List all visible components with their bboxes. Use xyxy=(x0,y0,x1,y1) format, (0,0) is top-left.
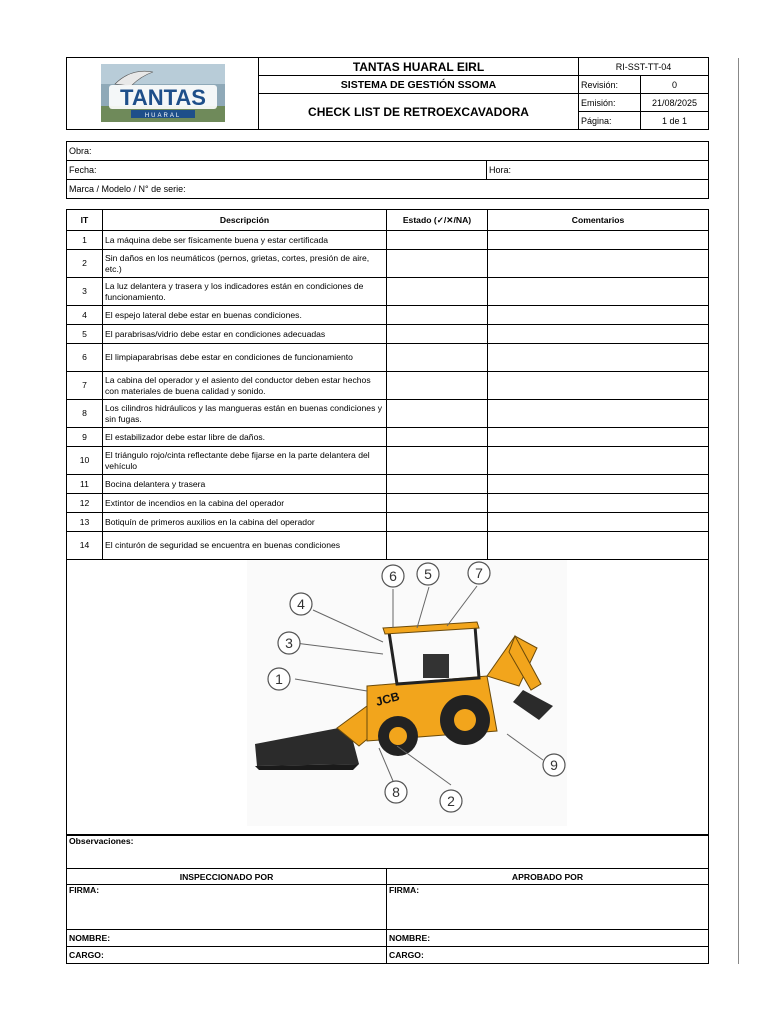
item-number: 5 xyxy=(67,325,103,344)
item-number: 13 xyxy=(67,513,103,532)
callout-number: 9 xyxy=(550,757,558,773)
item-comentarios-cell[interactable] xyxy=(488,344,709,372)
revision-label: Revisión: xyxy=(579,76,641,94)
item-comentarios-cell[interactable] xyxy=(488,231,709,250)
callout-number: 4 xyxy=(297,596,305,612)
callout-number: 6 xyxy=(389,568,397,584)
callout-8 xyxy=(385,781,407,803)
checklist-row xyxy=(67,278,709,306)
pagina-value: 1 de 1 xyxy=(641,112,709,130)
item-estado-cell[interactable] xyxy=(387,372,488,400)
item-comentarios-cell[interactable] xyxy=(488,372,709,400)
checklist-row xyxy=(67,231,709,250)
item-estado-cell[interactable] xyxy=(387,344,488,372)
item-number: 1 xyxy=(67,231,103,250)
checklist-body xyxy=(67,231,709,560)
callout-9 xyxy=(543,754,565,776)
hora-field[interactable]: Hora: xyxy=(487,161,709,180)
checklist-row xyxy=(67,306,709,325)
aprobado-header: APROBADO POR xyxy=(387,869,709,885)
pagina-label: Página: xyxy=(579,112,641,130)
item-comentarios-cell[interactable] xyxy=(488,306,709,325)
callout-4 xyxy=(290,593,312,615)
item-description: El cinturón de seguridad se encuentra en buenas condiciones xyxy=(103,532,387,560)
item-number: 10 xyxy=(67,447,103,475)
item-estado-cell[interactable] xyxy=(387,447,488,475)
item-number: 9 xyxy=(67,428,103,447)
marca-modelo-serie-field[interactable]: Marca / Modelo / N° de serie: xyxy=(67,180,709,199)
emision-value: 21/08/2025 xyxy=(641,94,709,112)
checklist-row xyxy=(67,250,709,278)
brand-label: JCB xyxy=(374,689,401,709)
cargo-aprobador-field[interactable]: CARGO: xyxy=(387,947,709,964)
item-comentarios-cell[interactable] xyxy=(488,513,709,532)
obra-field[interactable]: Obra: xyxy=(67,142,709,161)
callout-3 xyxy=(278,632,300,654)
firma-aprobador-field[interactable]: FIRMA: xyxy=(387,885,709,930)
inspeccionado-header: INSPECCIONADO POR xyxy=(67,869,387,885)
item-estado-cell[interactable] xyxy=(387,250,488,278)
item-description: La luz delantera y trasera y los indicadores están en condiciones de funcionamiento. xyxy=(103,278,387,306)
col-header-it: IT xyxy=(67,210,103,231)
callout-1 xyxy=(268,668,290,690)
firma-inspector-field[interactable]: FIRMA: xyxy=(67,885,387,930)
item-estado-cell[interactable] xyxy=(387,494,488,513)
document-title: CHECK LIST DE RETROEXCAVADORA xyxy=(259,94,579,130)
company-logo xyxy=(101,64,225,122)
nombre-inspector-field[interactable]: NOMBRE: xyxy=(67,930,387,947)
callout-number: 7 xyxy=(475,565,483,581)
logo-text: TANTAS xyxy=(119,84,206,110)
item-number: 7 xyxy=(67,372,103,400)
item-description: Sin daños en los neumáticos (pernos, grietas, cortes, presión de aire, etc.) xyxy=(103,250,387,278)
item-comentarios-cell[interactable] xyxy=(488,475,709,494)
item-description: Bocina delantera y trasera xyxy=(103,475,387,494)
item-description: El parabrisas/vidrio debe estar en condiciones adecuadas xyxy=(103,325,387,344)
item-description: El estabilizador debe estar libre de daños. xyxy=(103,428,387,447)
logo-cell xyxy=(67,58,259,130)
signature-table xyxy=(66,835,709,964)
company-name: TANTAS HUARAL EIRL xyxy=(259,58,579,76)
item-comentarios-cell[interactable] xyxy=(488,494,709,513)
item-description: Extintor de incendios en la cabina del operador xyxy=(103,494,387,513)
col-header-comentarios: Comentarios xyxy=(488,210,709,231)
callout-7 xyxy=(468,562,490,584)
callout-number: 2 xyxy=(447,793,455,809)
item-comentarios-cell[interactable] xyxy=(488,447,709,475)
cargo-inspector-field[interactable]: CARGO: xyxy=(67,947,387,964)
checklist-row xyxy=(67,475,709,494)
item-comentarios-cell[interactable] xyxy=(488,428,709,447)
item-estado-cell[interactable] xyxy=(387,306,488,325)
page-edge-line xyxy=(738,58,739,964)
item-comentarios-cell[interactable] xyxy=(488,325,709,344)
item-number: 14 xyxy=(67,532,103,560)
item-number: 3 xyxy=(67,278,103,306)
revision-value: 0 xyxy=(641,76,709,94)
callout-number: 8 xyxy=(392,784,400,800)
emision-label: Emisión: xyxy=(579,94,641,112)
logo-subtext: HUARAL xyxy=(144,112,181,119)
col-header-descripcion: Descripción xyxy=(103,210,387,231)
item-description: Los cilindros hidráulicos y las mangueras están en buenas condiciones y sin fugas. xyxy=(103,400,387,428)
item-number: 11 xyxy=(67,475,103,494)
header-table xyxy=(66,57,709,130)
checklist-row xyxy=(67,400,709,428)
item-number: 2 xyxy=(67,250,103,278)
callout-2 xyxy=(440,790,462,812)
item-comentarios-cell[interactable] xyxy=(488,250,709,278)
callout-number: 5 xyxy=(424,566,432,582)
item-estado-cell[interactable] xyxy=(387,428,488,447)
callout-number: 3 xyxy=(285,635,293,651)
item-estado-cell[interactable] xyxy=(387,475,488,494)
item-number: 8 xyxy=(67,400,103,428)
item-comentarios-cell[interactable] xyxy=(488,278,709,306)
item-estado-cell[interactable] xyxy=(387,513,488,532)
col-header-estado: Estado (✓/✕/NA) xyxy=(387,210,488,231)
item-description: El limpiaparabrisas debe estar en condiciones de funcionamiento xyxy=(103,344,387,372)
checklist-row xyxy=(67,372,709,400)
item-number: 4 xyxy=(67,306,103,325)
callout-number: 1 xyxy=(275,671,283,687)
doc-code: RI-SST-TT-04 xyxy=(579,58,709,76)
checklist-row xyxy=(67,447,709,475)
item-estado-cell[interactable] xyxy=(387,278,488,306)
backhoe-diagram-area xyxy=(66,556,709,835)
checklist-row xyxy=(67,494,709,513)
management-system: SISTEMA DE GESTIÓN SSOMA xyxy=(259,76,579,94)
item-number: 12 xyxy=(67,494,103,513)
item-comentarios-cell[interactable] xyxy=(488,400,709,428)
callout-6 xyxy=(382,565,404,587)
checklist-row xyxy=(67,344,709,372)
checklist-row xyxy=(67,325,709,344)
item-description: Botiquín de primeros auxilios en la cabina del operador xyxy=(103,513,387,532)
item-estado-cell[interactable] xyxy=(387,231,488,250)
observaciones-field[interactable]: Observaciones: xyxy=(67,836,709,869)
checklist-row xyxy=(67,513,709,532)
item-estado-cell[interactable] xyxy=(387,400,488,428)
backhoe-diagram xyxy=(67,556,708,834)
callout-5 xyxy=(417,563,439,585)
item-number: 6 xyxy=(67,344,103,372)
item-estado-cell[interactable] xyxy=(387,325,488,344)
checklist-table xyxy=(66,209,709,560)
nombre-aprobador-field[interactable]: NOMBRE: xyxy=(387,930,709,947)
item-description: La máquina debe ser físicamente buena y estar certificada xyxy=(103,231,387,250)
info-table xyxy=(66,141,709,199)
fecha-field[interactable]: Fecha: xyxy=(67,161,487,180)
checklist-row xyxy=(67,428,709,447)
item-description: La cabina del operador y el asiento del conductor deben estar hechos con materiales de buena calidad y sonido. xyxy=(103,372,387,400)
item-description: El triángulo rojo/cinta reflectante debe fijarse en la parte delantera del vehículo xyxy=(103,447,387,475)
item-description: El espejo lateral debe estar en buenas condiciones. xyxy=(103,306,387,325)
